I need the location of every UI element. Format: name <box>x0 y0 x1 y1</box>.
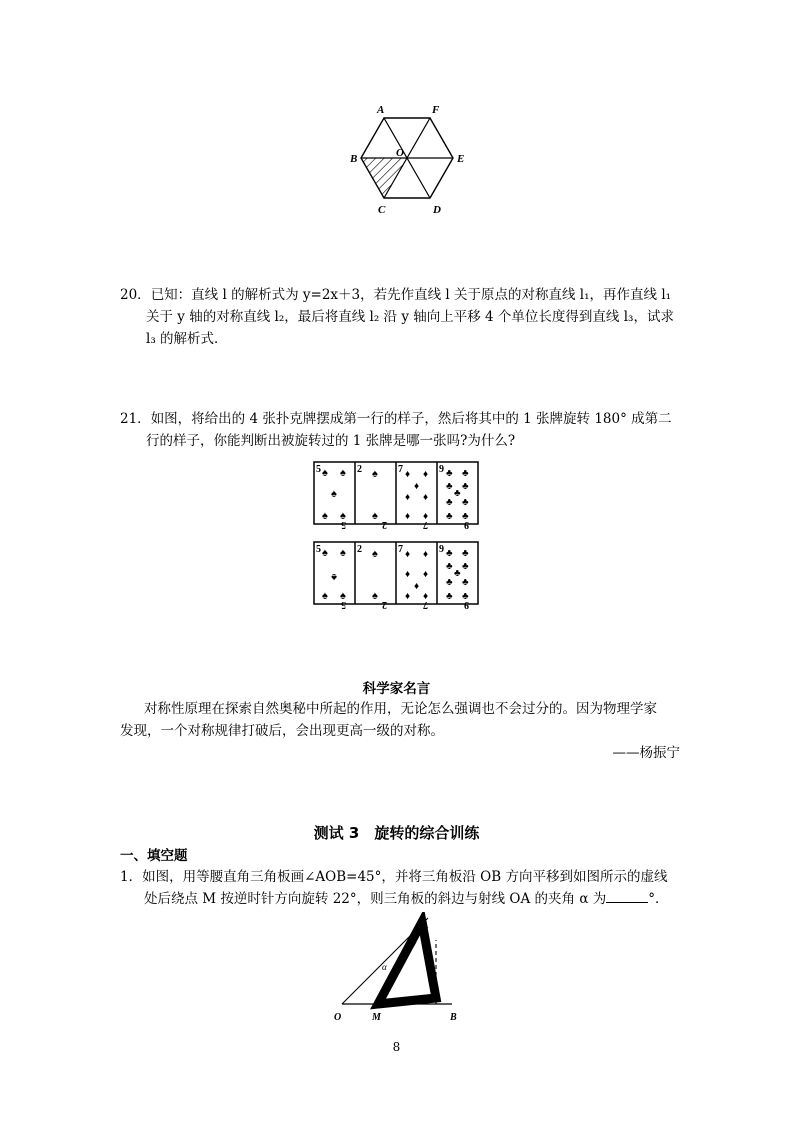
svg-text:♠: ♠ <box>322 590 328 602</box>
svg-text:♠: ♠ <box>340 510 346 522</box>
question-20 <box>120 284 680 350</box>
svg-text:♣: ♣ <box>446 468 453 479</box>
hatched-triangle <box>361 158 407 198</box>
svg-text:2: 2 <box>357 544 362 555</box>
svg-text:♣: ♣ <box>446 591 453 602</box>
svg-text:5: 5 <box>341 599 346 610</box>
q21-number: 21． <box>120 411 151 427</box>
answer-blank[interactable] <box>606 888 648 903</box>
svg-text:♣: ♣ <box>446 561 453 572</box>
svg-text:♠: ♠ <box>340 467 346 479</box>
svg-text:2: 2 <box>382 599 387 610</box>
svg-text:♦: ♦ <box>423 569 429 580</box>
label-D: D <box>433 204 441 216</box>
svg-text:5: 5 <box>341 519 346 530</box>
page-number: 8 <box>392 1040 401 1054</box>
svg-text:9: 9 <box>464 599 469 610</box>
label-A: A <box>377 104 385 116</box>
q20-line1: 已知：直线 l 的解析式为 y=2x＋3，若先作直线 l 关于原点的对称直线 l₁，再作直线 l₁ <box>150 287 672 303</box>
svg-text:♠: ♠ <box>331 488 337 500</box>
label-E: E <box>457 153 465 165</box>
svg-text:♦: ♦ <box>405 469 411 480</box>
svg-text:♣: ♣ <box>462 591 469 602</box>
label-O: O <box>334 1012 342 1023</box>
q21-line2: 行的样子，你能判断出被旋转过的 1 张牌是哪一张吗?为什么? <box>146 433 516 449</box>
svg-text:9: 9 <box>439 464 444 475</box>
svg-text:♠: ♠ <box>331 571 337 583</box>
svg-text:7: 7 <box>423 599 428 610</box>
svg-text:♠: ♠ <box>340 590 346 602</box>
svg-text:♦: ♦ <box>414 481 420 492</box>
svg-text:♣: ♣ <box>462 561 469 572</box>
svg-text:♣: ♣ <box>446 481 453 492</box>
svg-text:9: 9 <box>439 544 444 555</box>
card-row-2 <box>314 542 478 610</box>
svg-text:♣: ♣ <box>462 548 469 559</box>
svg-text:♦: ♦ <box>423 492 429 503</box>
svg-text:♦: ♦ <box>405 569 411 580</box>
quote-body <box>120 698 680 764</box>
svg-text:♣: ♣ <box>462 468 469 479</box>
svg-text:♦: ♦ <box>414 581 420 592</box>
svg-text:♣: ♣ <box>462 511 469 522</box>
quote-title: 科学家名言 <box>362 681 431 697</box>
label-22deg: 22° <box>398 997 411 1007</box>
hexagon-figure <box>340 100 475 220</box>
question-21 <box>120 408 680 452</box>
svg-text:♠: ♠ <box>340 547 346 559</box>
svg-text:7: 7 <box>398 464 403 475</box>
label-C: C <box>378 204 386 216</box>
label-A: A <box>422 920 429 931</box>
svg-text:♣: ♣ <box>446 497 453 508</box>
cards-figure <box>312 460 482 610</box>
svg-text:♠: ♠ <box>322 510 328 522</box>
svg-text:5: 5 <box>316 464 321 475</box>
test3-title: 测试 3 旋转的综合训练 <box>313 824 480 842</box>
q20-line2: 关于 y 轴的对称直线 l₂，最后将直线 l₂ 沿 y 轴向上平移 4 个单位长度得到直线 l₃，试求 <box>146 309 674 325</box>
svg-text:♦: ♦ <box>423 469 429 480</box>
svg-text:♣: ♣ <box>454 488 461 499</box>
svg-text:2: 2 <box>357 464 362 475</box>
label-F: F <box>432 104 440 116</box>
q21-line1: 如图，将给出的 4 张扑克牌摆成第一行的样子，然后将其中的 1 张牌旋转 180° 成第二 <box>150 411 672 427</box>
label-B: B <box>450 1012 457 1023</box>
label-B: B <box>350 153 358 165</box>
svg-text:♣: ♣ <box>446 577 453 588</box>
svg-text:5: 5 <box>316 544 321 555</box>
q1-number: 1． <box>120 869 143 885</box>
svg-text:♣: ♣ <box>454 568 461 579</box>
svg-text:9: 9 <box>464 519 469 530</box>
svg-text:♦: ♦ <box>405 492 411 503</box>
svg-text:♣: ♣ <box>462 577 469 588</box>
svg-text:♣: ♣ <box>462 481 469 492</box>
quote-line1: 对称性原理在探索自然奥秘中所起的作用，无论怎么强调也不会过分的。因为物理学家 <box>144 701 657 717</box>
label-M: M <box>372 1012 381 1023</box>
svg-text:♠: ♠ <box>372 510 378 522</box>
svg-text:♠: ♠ <box>372 468 378 480</box>
svg-text:♣: ♣ <box>446 548 453 559</box>
svg-text:♠: ♠ <box>372 590 378 602</box>
svg-text:♠: ♠ <box>322 467 328 479</box>
svg-text:♦: ♦ <box>423 591 429 602</box>
q1-line1: 如图，用等腰直角三角板画∠AOB=45°，并将三角板沿 OB 方向平移到如图所示的虚线 <box>142 869 668 885</box>
q1-line2: 处后绕点 M 按逆时针方向旋转 22°，则三角板的斜边与射线 OA 的夹角 α 为 <box>144 891 607 907</box>
quote-author: ——杨振宁 <box>612 745 680 761</box>
svg-text:♦: ♦ <box>405 511 411 522</box>
section-heading: 一、填空题 <box>120 848 188 864</box>
svg-text:2: 2 <box>382 519 387 530</box>
svg-text:♦: ♦ <box>423 511 429 522</box>
q20-line3: l₃ 的解析式． <box>146 331 228 347</box>
svg-text:♠: ♠ <box>372 548 378 560</box>
label-alpha: α <box>382 962 387 972</box>
label-O: O <box>396 147 404 159</box>
q1-line2-end: °． <box>648 891 669 907</box>
card-row-1 <box>314 462 478 530</box>
test3-question-1 <box>120 866 680 910</box>
svg-text:7: 7 <box>398 544 403 555</box>
q20-number: 20． <box>120 287 151 303</box>
svg-text:♦: ♦ <box>405 591 411 602</box>
quote-line2: 发现，一个对称规律打破后，会出现更高一级的对称。 <box>120 723 444 739</box>
svg-text:♠: ♠ <box>322 547 328 559</box>
svg-text:♦: ♦ <box>405 549 411 560</box>
svg-text:7: 7 <box>423 519 428 530</box>
svg-text:♦: ♦ <box>423 549 429 560</box>
svg-text:♣: ♣ <box>462 497 469 508</box>
svg-text:♣: ♣ <box>446 511 453 522</box>
triangle-figure <box>330 912 470 1027</box>
